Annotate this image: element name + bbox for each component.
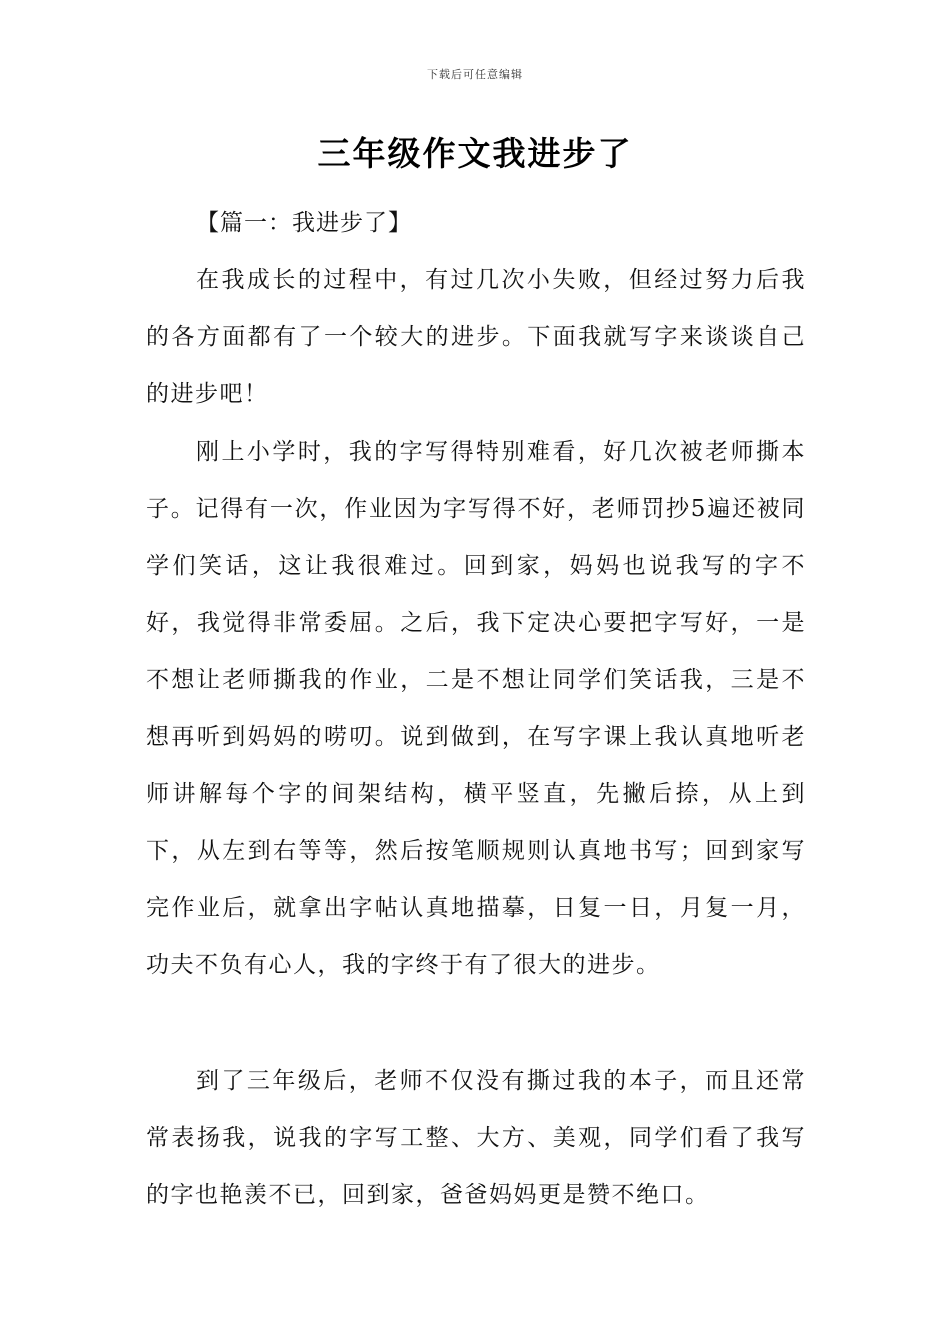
paragraph: 到了三年级后，老师不仅没有撕过我的本子，而且还常常表扬我，说我的字写工整、大方、美观，同学们看了我写的字也艳羡不已，回到家，爸爸妈妈更是赞不绝口。 [146, 1068, 806, 1208]
paragraph: 在我成长的过程中，有过几次小失败，但经过努力后我的各方面都有了一个较大的进步。下面我就写字来谈谈自己的进步吧！ [146, 267, 806, 407]
document-title: 三年级作文我进步了 [317, 134, 633, 173]
header-note: 下载后可任意编辑 [427, 68, 523, 81]
paragraph: 刚上小学时，我的字写得特别难看，好几次被老师撕本子。记得有一次，作业因为字写得不好，老师罚抄5遍还被同学们笑话，这让我很难过。回到家，妈妈也说我写的字不好，我觉得非常委屈。之后，我下定决心要把字写好，一是不想让老师撕我的作业，二是不想让同学们笑话我，三是不想再听到妈妈的唠叨。说到做到，在写字课上我认真地听老师讲解每个字的间架结构，横平竖直，先撇后捺，从上到下，从左到右等等，然后按笔顺规则认真地书写；回到家写完作业后，就拿出字帖认真地描摹，日复一日，月复一月，功夫不负有心人，我的字终于有了很大的进步。 [146, 439, 806, 978]
section-heading: 【篇一：我进步了】 [196, 210, 412, 236]
